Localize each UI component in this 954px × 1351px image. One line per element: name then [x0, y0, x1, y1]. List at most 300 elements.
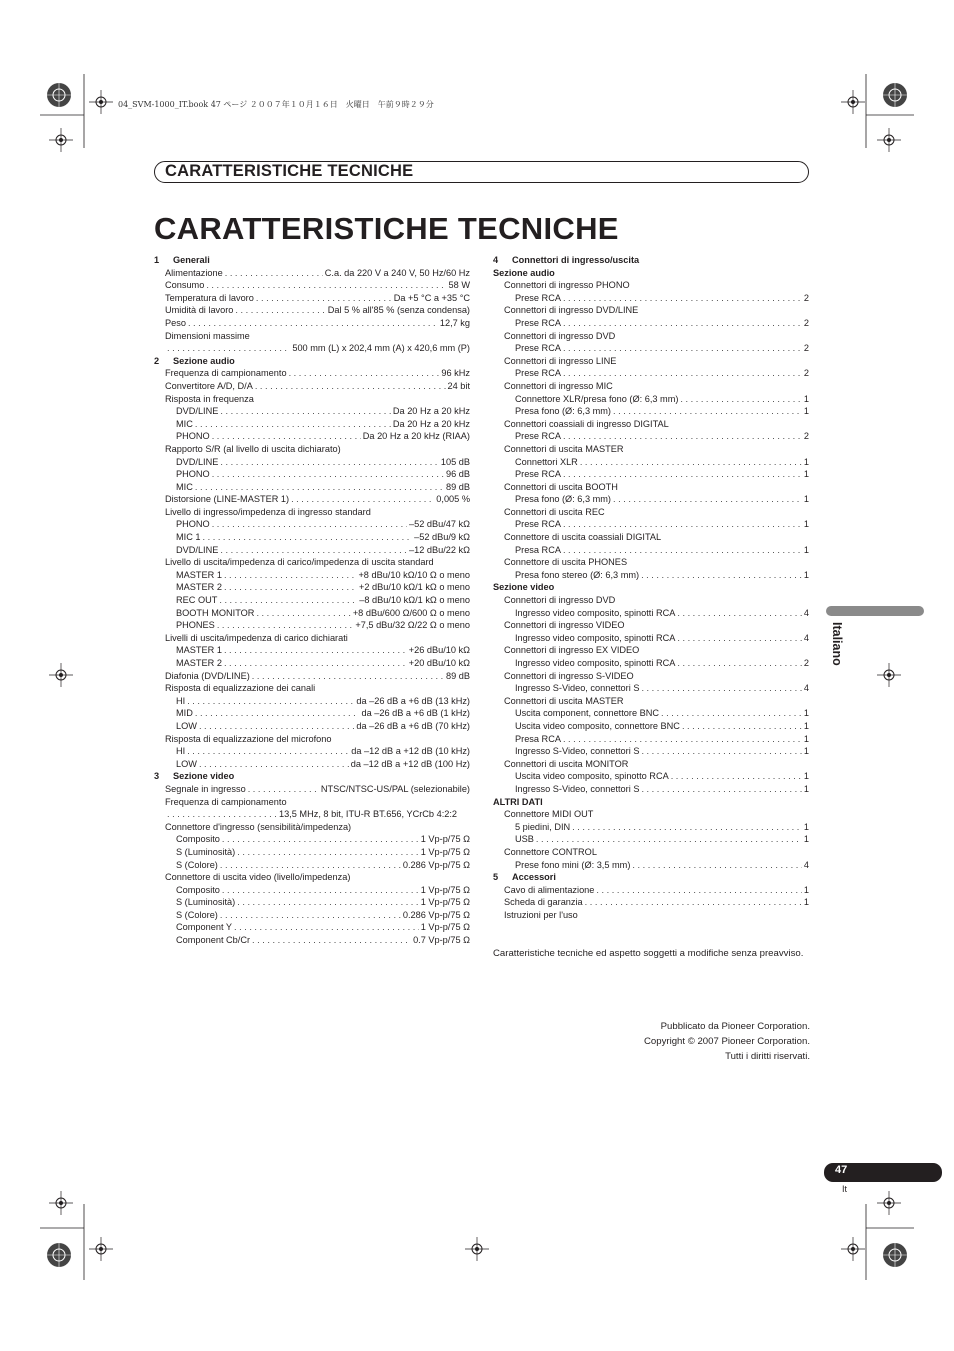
connector-group-label: Connettori di uscita REC: [504, 506, 605, 517]
spec-row: [493, 632, 809, 645]
section-heading: 3 Sezione video: [154, 771, 235, 782]
spec-label: Connettori XLR: [515, 456, 578, 467]
spec-value: 1: [803, 771, 809, 782]
spec-label: Livello di ingresso/impedenza di ingresso standard: [165, 506, 371, 517]
specs-right-column: [493, 254, 809, 921]
spec-value: 96 kHz: [441, 368, 470, 379]
spec-label: Prese RCA: [515, 368, 561, 379]
leader-dots: [563, 544, 802, 557]
leader-dots: [188, 317, 438, 330]
registration-mark-icon: [44, 80, 74, 110]
spec-row: [154, 418, 470, 431]
spec-row: [493, 770, 809, 783]
spec-label: Component Cb/Cr: [176, 935, 251, 946]
print-header: 04_SVM-1000_IT.book 47 ページ ２００７年１０月１６日 火曜日 午前９時２９分: [118, 100, 434, 109]
spec-row: . . . 13,5 MHz, 8 bit, ITU-R BT.656, YCrCb 4:2:2: [154, 808, 470, 821]
spec-label: Segnale in ingresso: [165, 783, 246, 794]
leader-dots: [580, 456, 802, 469]
spec-label: S (Colore): [176, 859, 218, 870]
spec-label: Diafonia (DVD/LINE): [165, 670, 250, 681]
spec-value: 1: [803, 519, 809, 530]
spec-row: [154, 644, 470, 657]
connector-group-label: Connettore MIDI OUT: [504, 809, 594, 820]
spec-value: da –26 dB a +6 dB (70 kHz): [356, 720, 470, 731]
spec-label: Livelli di uscita/impedenza di carico dichiarati: [165, 632, 348, 643]
leader-dots: [682, 720, 802, 733]
spec-label: Component Y: [176, 922, 233, 933]
spec-row: [154, 846, 470, 859]
spec-label: Presa fono (Ø: 6,3 mm): [515, 494, 611, 505]
spec-label: MIC: [176, 418, 193, 429]
spec-row: [154, 279, 470, 292]
spec-label: Ingresso S-Video, connettori S: [515, 783, 640, 794]
spec-value: da –26 dB a +6 dB (1 kHz): [361, 708, 470, 719]
leader-dots: [220, 405, 391, 418]
leader-dots: [585, 896, 802, 909]
spec-label: Prese RCA: [515, 519, 561, 530]
leader-dots: [563, 367, 802, 380]
connector-group-label: Connettore di uscita coassiali DIGITAL: [504, 532, 662, 543]
section-heading: 5 Accessori: [493, 872, 556, 883]
language-tab: [826, 606, 924, 616]
spec-value: 89 dB: [445, 481, 470, 492]
spec-value: –52 dBu/47 kΩ: [408, 519, 470, 530]
crosshair-icon: [877, 128, 901, 152]
spec-value: 12,7 kg: [439, 317, 470, 328]
spec-label: MIC 1: [176, 532, 201, 543]
spec-value: 1: [803, 494, 809, 505]
spec-row: [154, 405, 470, 418]
connector-group-label: Connettori di uscita BOOTH: [504, 481, 618, 492]
spec-value: da –12 dB a +12 dB (100 Hz): [350, 758, 470, 769]
spec-value: –12 dBu/22 kΩ: [408, 544, 470, 555]
leader-dots: [563, 342, 802, 355]
leader-dots: [195, 707, 360, 720]
spec-label: S (Luminosità): [176, 846, 236, 857]
spec-value: NTSC/NTSC-US/PAL (selezionabile): [320, 783, 470, 794]
page-language-code: It: [842, 1184, 848, 1194]
spec-value: Dal 5 % all'85 % (senza condensa): [327, 305, 470, 316]
spec-row: [493, 456, 809, 469]
spec-row: [493, 682, 809, 695]
spec-label: Presa RCA: [515, 544, 561, 555]
crosshair-icon: [89, 90, 113, 114]
leader-dots: [613, 493, 802, 506]
spec-label: Connettore XLR/presa fono (Ø: 6,3 mm): [515, 393, 679, 404]
spec-row: [154, 292, 470, 305]
leader-dots: [563, 430, 802, 443]
leader-dots: [220, 909, 401, 922]
leader-dots: [212, 468, 444, 481]
spec-row: [154, 531, 470, 544]
spec-row: [493, 569, 809, 582]
spec-value: +20 dBu/10 kΩ: [408, 658, 470, 668]
connector-group-label: Connettori di ingresso LINE: [504, 355, 617, 366]
crosshair-icon: [49, 1191, 73, 1215]
spec-row: [493, 833, 809, 846]
spec-label: Scheda di garanzia: [504, 897, 583, 908]
leader-dots: [224, 569, 356, 582]
spec-label: Prese RCA: [515, 469, 561, 480]
spec-row: [154, 594, 470, 607]
spec-row: [154, 921, 470, 934]
spec-row: [493, 367, 809, 380]
spec-label: Connettore di uscita video (livello/impedenza): [165, 872, 351, 883]
spec-value: Da 20 Hz a 20 kHz: [392, 406, 470, 417]
spec-value: 1 Vp-p/75 Ω: [420, 884, 470, 895]
page-number: 47: [835, 1164, 848, 1176]
spec-label: Uscita video composito, spinotto RCA: [515, 771, 669, 782]
spec-label: Composito: [176, 884, 220, 895]
spec-value: 1: [803, 456, 809, 467]
spec-value: 1 Vp-p/75 Ω: [420, 922, 470, 933]
spec-value: 24 bit: [447, 380, 470, 391]
spec-label: DVD/LINE: [176, 406, 219, 417]
spec-value: 4: [803, 632, 809, 643]
spec-label: MID: [176, 708, 193, 719]
spec-row: [493, 884, 809, 897]
connector-group-label: Connettori di uscita MASTER: [504, 695, 624, 706]
spec-label: PHONO: [176, 469, 210, 480]
spec-row: [493, 745, 809, 758]
leader-dots: [187, 745, 349, 758]
spec-row: [154, 430, 470, 443]
spec-label: Prese RCA: [515, 317, 561, 328]
spec-label: LOW: [176, 758, 197, 769]
spec-row: [154, 695, 470, 708]
leader-dots: [256, 607, 350, 620]
leader-dots: [563, 317, 802, 330]
spec-label: Peso: [165, 317, 186, 328]
spec-label: Convertitore A/D, D/A: [165, 380, 253, 391]
copyright-line: Copyright © 2007 Pioneer Corporation.: [644, 1036, 810, 1047]
connector-group-label: Connettori di uscita MONITOR: [504, 758, 629, 769]
leader-dots: [212, 430, 361, 443]
spec-row: [154, 380, 470, 393]
spec-value: 1: [803, 720, 809, 731]
spec-row: [493, 707, 809, 720]
spec-label: Risposta di equalizzazione del microfono: [165, 733, 332, 744]
leader-dots: [563, 518, 802, 531]
leader-dots: [661, 707, 802, 720]
connector-group-label: Connettori di ingresso PHONO: [504, 280, 630, 291]
spec-value: 1: [803, 393, 809, 404]
spec-row: [154, 745, 470, 758]
spec-label: Risposta in frequenza: [165, 393, 254, 404]
spec-label: MASTER 2: [176, 658, 222, 668]
spec-label: Distorsione (LINE-MASTER 1): [165, 494, 290, 505]
leader-dots: [677, 632, 802, 645]
spec-row: [154, 569, 470, 582]
leader-dots: [252, 670, 444, 683]
connector-group-label: Connettori di ingresso VIDEO: [504, 620, 625, 631]
section-bar-title: CARATTERISTICHE TECNICHE: [165, 162, 414, 180]
spec-value: C.a. da 220 V a 240 V, 50 Hz/60 Hz: [324, 267, 470, 278]
connector-group-label: Connettori coassiali di ingresso DIGITAL: [504, 418, 669, 429]
leader-dots: [187, 695, 354, 708]
leader-dots: [677, 607, 802, 620]
leader-dots: [220, 544, 407, 557]
spec-row: [154, 934, 470, 947]
spec-label: Prese RCA: [515, 343, 561, 354]
leader-dots: [641, 682, 801, 695]
spec-label: Consumo: [165, 280, 205, 291]
spec-label: Istruzioni per l'uso: [504, 909, 578, 920]
leader-dots: [248, 783, 319, 796]
spec-value: 2: [803, 658, 809, 668]
leader-dots: [195, 418, 391, 431]
leader-dots: [563, 292, 802, 305]
spec-value: +2 dBu/10 kΩ/1 kΩ o meno: [358, 582, 470, 593]
leader-dots: [219, 594, 357, 607]
spec-value: 1: [803, 834, 809, 845]
crosshair-icon: [49, 663, 73, 687]
spec-row: [493, 657, 809, 670]
leader-dots: [217, 619, 354, 632]
spec-label: HI: [176, 746, 186, 757]
page-title: CARATTERISTICHE TECNICHE: [154, 211, 619, 246]
leader-dots: [289, 367, 440, 380]
spec-row: [493, 317, 809, 330]
spec-value: +26 dBu/10 kΩ: [408, 645, 470, 656]
leader-dots: [234, 921, 419, 934]
connector-group-label: Connettori di uscita MASTER: [504, 443, 624, 454]
publisher-info: [510, 1019, 810, 1064]
leader-dots: [677, 657, 802, 670]
spec-value: +8 dBu/10 kΩ/10 Ω o meno: [358, 569, 470, 580]
spec-value: da –12 dB a +12 dB (10 kHz): [351, 746, 470, 757]
spec-value: 1 Vp-p/75 Ω: [420, 834, 470, 845]
leader-dots: [255, 380, 446, 393]
spec-row: [154, 493, 470, 506]
spec-value: 58 W: [448, 280, 470, 291]
leader-dots: [252, 934, 411, 947]
spec-row: [493, 393, 809, 406]
spec-label: DVD/LINE: [176, 456, 219, 467]
spec-value: 0.7 Vp-p/75 Ω: [413, 935, 470, 946]
subsection-heading: Sezione audio: [493, 267, 555, 278]
spec-label: Frequenza di campionamento: [165, 796, 287, 807]
spec-row: [493, 342, 809, 355]
connector-group-label: Connettore di uscita PHONES: [504, 557, 628, 568]
leader-dots: [680, 393, 801, 406]
spec-label: S (Colore): [176, 909, 218, 920]
spec-label: USB: [515, 834, 534, 845]
registration-mark-icon: [44, 1240, 74, 1270]
spec-row: [493, 783, 809, 796]
spec-row: [154, 544, 470, 557]
spec-value: 1 Vp-p/75 Ω: [420, 846, 470, 857]
spec-label: Frequenza di campionamento: [165, 368, 287, 379]
leader-dots: [572, 821, 802, 834]
connector-group-label: Connettori di ingresso DVD: [504, 330, 616, 341]
spec-label: Ingresso video composito, spinotti RCA: [515, 658, 676, 668]
spec-row: [493, 430, 809, 443]
spec-label: Uscita component, connettore BNC: [515, 708, 660, 719]
spec-row: [154, 607, 470, 620]
spec-label: Prese RCA: [515, 292, 561, 303]
spec-label: Cavo di alimentazione: [504, 884, 595, 895]
leader-dots: [222, 833, 419, 846]
connector-group-label: Connettori di ingresso S-VIDEO: [504, 670, 634, 681]
publisher-line: Pubblicato da Pioneer Corporation.: [660, 1021, 810, 1032]
section-heading: 1 Generali: [154, 255, 210, 265]
spec-value: 1 Vp-p/75 Ω: [420, 897, 470, 908]
spec-label: REC OUT: [176, 595, 218, 606]
spec-row: [154, 758, 470, 771]
spec-value: Da +5 °C a +35 °C: [393, 292, 470, 303]
spec-row: [154, 707, 470, 720]
spec-value: 1: [803, 746, 809, 757]
leader-dots: [613, 405, 802, 418]
spec-row: [154, 317, 470, 330]
spec-row: [493, 405, 809, 418]
spec-label: PHONO: [176, 431, 210, 442]
spec-value: Da 20 Hz a 20 kHz (RIAA): [362, 431, 470, 442]
spec-row: [154, 720, 470, 733]
spec-label: Alimentazione: [165, 267, 223, 278]
spec-value: Da 20 Hz a 20 kHz: [392, 418, 470, 429]
spec-label: Presa RCA: [515, 733, 561, 744]
crosshair-icon: [465, 1237, 489, 1261]
leader-dots: [563, 468, 802, 481]
spec-row: [493, 859, 809, 872]
spec-value: 2: [803, 343, 809, 354]
subsection-heading: ALTRI DATI: [493, 796, 543, 807]
crosshair-icon: [877, 663, 901, 687]
leader-dots: [195, 481, 444, 494]
spec-label: 5 piedini, DIN: [515, 821, 571, 832]
spec-row: [154, 518, 470, 531]
spec-value: 2: [803, 292, 809, 303]
spec-value: 105 dB: [440, 456, 470, 467]
spec-label: MASTER 1: [176, 645, 222, 656]
crosshair-icon: [89, 1237, 113, 1261]
leader-dots: [220, 456, 438, 469]
leader-dots: [206, 279, 446, 292]
leader-dots: [641, 783, 801, 796]
spec-value: 96 dB: [445, 469, 470, 480]
spec-label: Connettore d'ingresso (sensibilità/impedenza): [165, 821, 352, 832]
spec-row: [493, 821, 809, 834]
leader-dots: [224, 657, 407, 670]
spec-value: –8 dBu/10 kΩ/1 kΩ o meno: [359, 595, 470, 606]
connector-group-label: Connettore CONTROL: [504, 846, 597, 857]
spec-label: MASTER 2: [176, 582, 222, 593]
leader-dots: [237, 846, 419, 859]
spec-label: Livello di uscita/impedenza di carico/impedenza di uscita standard: [165, 557, 434, 568]
section-heading: 4 Connettori di ingresso/uscita: [493, 255, 640, 265]
spec-label: Rapporto S/R (al livello di uscita dichiarato): [165, 443, 341, 454]
spec-row: [154, 304, 470, 317]
spec-row: [154, 581, 470, 594]
spec-value: 4: [803, 607, 809, 618]
spec-label: Ingresso S-Video, connettori S: [515, 683, 640, 694]
spec-row: [154, 267, 470, 280]
spec-label: Presa fono (Ø: 6,3 mm): [515, 406, 611, 417]
leader-dots: [632, 859, 801, 872]
spec-value: 1: [803, 708, 809, 719]
leader-dots: [225, 267, 323, 280]
spec-label: Presa fono stereo (Ø: 6,3 mm): [515, 569, 640, 580]
spec-row: [154, 456, 470, 469]
spec-value: 2: [803, 431, 809, 442]
spec-value: 0,005 %: [436, 494, 470, 505]
spec-value: 4: [803, 859, 809, 870]
spec-value: 1: [803, 733, 809, 744]
leader-dots: [536, 833, 802, 846]
leader-dots: [199, 720, 354, 733]
leader-dots: [641, 569, 802, 582]
spec-label: Prese fono mini (Ø: 3,5 mm): [515, 859, 631, 870]
spec-value: 2: [803, 368, 809, 379]
leader-dots: [256, 292, 392, 305]
spec-value: da –26 dB a +6 dB (13 kHz): [356, 695, 470, 706]
spec-row: [154, 481, 470, 494]
spec-row: [493, 896, 809, 909]
spec-label: LOW: [176, 720, 197, 731]
registration-mark-icon: [880, 80, 910, 110]
spec-value: 0.286 Vp-p/75 Ω: [402, 859, 470, 870]
leader-dots: [563, 733, 802, 746]
spec-label: MIC: [176, 481, 193, 492]
spec-label: Umidità di lavoro: [165, 305, 234, 316]
crosshair-icon: [49, 128, 73, 152]
spec-row: [493, 518, 809, 531]
crosshair-icon: [841, 90, 865, 114]
spec-value: +7,5 dBu/32 Ω/22 Ω o meno: [355, 620, 470, 631]
leader-dots: [671, 770, 802, 783]
spec-label: Ingresso video composito, spinotti RCA: [515, 607, 676, 618]
spec-row: [154, 783, 470, 796]
leader-dots: [224, 581, 357, 594]
spec-value: +8 dBu/600 Ω/600 Ω o meno: [352, 607, 470, 618]
spec-row: [154, 657, 470, 670]
leader-dots: [220, 859, 401, 872]
leader-dots: [237, 896, 419, 909]
spec-label: Dimensioni massime: [165, 330, 250, 341]
spec-label: Ingresso S-Video, connettori S: [515, 746, 640, 757]
connector-group-label: Connettori di ingresso DVD: [504, 595, 616, 606]
spec-value: 4: [803, 683, 809, 694]
subsection-heading: Sezione video: [493, 582, 555, 593]
spec-label: HI: [176, 695, 186, 706]
spec-label: Risposta di equalizzazione dei canali: [165, 683, 316, 694]
spec-label: Temperatura di lavoro: [165, 292, 254, 303]
spec-label: PHONES: [176, 620, 215, 631]
spec-row: [154, 833, 470, 846]
leader-dots: [199, 758, 349, 771]
leader-dots: [203, 531, 413, 544]
leader-dots: [224, 644, 407, 657]
spec-label: Uscita video composito, connettore BNC: [515, 720, 680, 731]
connector-group-label: Connettori di ingresso EX VIDEO: [504, 645, 640, 656]
spec-value: 1: [803, 469, 809, 480]
spec-row: [154, 468, 470, 481]
leader-dots: [212, 518, 407, 531]
spec-label: S (Luminosità): [176, 897, 236, 908]
disclaimer-note: Caratteristiche tecniche ed aspetto soggetti a modifiche senza preavviso.: [493, 948, 804, 959]
spec-value: 1: [803, 569, 809, 580]
leader-dots: [222, 884, 419, 897]
spec-label: BOOTH MONITOR: [176, 607, 255, 618]
spec-row: [493, 292, 809, 305]
spec-row: [493, 607, 809, 620]
leader-dots: [641, 745, 801, 758]
spec-value: 2: [803, 317, 809, 328]
spec-row: [493, 544, 809, 557]
spec-label: MASTER 1: [176, 569, 222, 580]
